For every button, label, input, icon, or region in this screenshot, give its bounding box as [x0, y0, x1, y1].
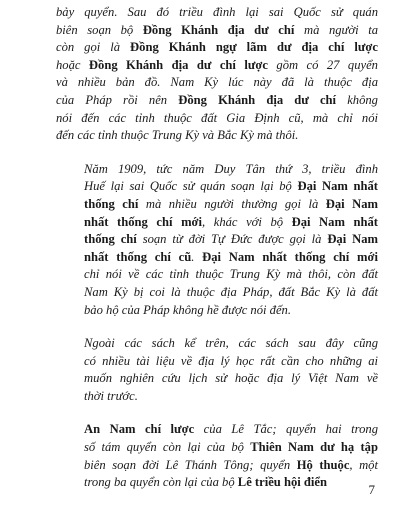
- bold-title-text: Đại Nam nhất thống chí mới: [202, 249, 379, 264]
- text-run: có nhiều tài liệu về địa lý học rất cần cho những ai: [84, 353, 378, 368]
- paragraph: [56, 161, 378, 319]
- text-run: trong ba quyển còn lại của bộ: [84, 475, 238, 490]
- text-line: [56, 4, 378, 22]
- text-line: [56, 231, 378, 249]
- bold-title-text: Lê triều hội điển: [237, 475, 328, 490]
- text-run: không: [336, 92, 378, 107]
- text-run: Nam Kỳ bị coi là thuộc địa Pháp, đất Bắc Kỳ là đất: [84, 284, 378, 299]
- bold-title-text: nhất thống chí cũ: [84, 249, 192, 264]
- text-line: [56, 57, 378, 75]
- text-run: , khác với bộ: [202, 214, 292, 229]
- text-run: Năm 1909, tức năm Duy Tân thứ 3, triều đình: [84, 161, 378, 176]
- text-line: [56, 421, 378, 439]
- text-run: và nhiều bản đồ. Nam Kỳ lúc này đã là thuộc địa: [56, 75, 378, 90]
- text-line: [56, 266, 378, 284]
- text-line: [56, 284, 378, 302]
- text-line: [56, 22, 378, 40]
- text-line: [56, 249, 378, 267]
- text-line: [56, 178, 378, 196]
- bold-title-text: Đồng Khánh địa dư chí lược: [88, 57, 268, 72]
- text-line: [56, 92, 378, 110]
- text-run: hoặc: [56, 57, 89, 72]
- page-number: 7: [368, 482, 375, 497]
- bold-title-text: Đồng Khánh ngự lãm dư địa chí lược: [130, 40, 378, 55]
- text-line: [56, 335, 378, 353]
- text-run: gồm có 27 quyển: [267, 57, 378, 72]
- bold-title-text: thống chí: [84, 196, 139, 211]
- paragraph: [56, 421, 378, 491]
- text-line: [56, 439, 378, 457]
- text-line: [56, 214, 378, 232]
- text-line: [56, 370, 378, 388]
- text-run: biên soạn đời Lê Thánh Tông; quyển: [84, 457, 297, 472]
- text-run: của Pháp rồi nên: [56, 92, 179, 107]
- text-run: muốn nghiên cứu lịch sử hoặc địa lý Việt Nam về: [84, 371, 378, 386]
- text-line: [56, 353, 378, 371]
- paragraph: [56, 4, 378, 145]
- text-run: còn gọi là: [56, 40, 131, 55]
- text-line: [56, 388, 378, 406]
- bold-title-text: Thiên Nam dư hạ tập: [250, 440, 378, 455]
- text-run: mà người ta: [294, 22, 378, 37]
- text-run: soạn từ đời Tự Đức được gọi là: [136, 232, 328, 247]
- text-run: nói đến các tỉnh thuộc đất Gia Định cũ, mà chỉ nói: [56, 110, 378, 125]
- bold-title-text: nhất thống chí mới: [84, 214, 203, 229]
- bold-title-text: Đồng Khánh địa dư chí: [142, 22, 295, 37]
- bold-title-text: Đại Nam nhất: [291, 214, 379, 229]
- bold-title-text: Đại Nam: [327, 232, 378, 247]
- text-run: Ngoài các sách kể trên, các sách sau đây cũng: [84, 336, 378, 351]
- text-run: mà nhiều người thường gọi là: [138, 196, 326, 211]
- text-line: [56, 161, 378, 179]
- text-line: [56, 127, 378, 145]
- text-run: đến các tỉnh thuộc Trung Kỳ và Bắc Kỳ mà thôi.: [56, 128, 299, 143]
- body-text: [56, 4, 378, 492]
- text-line: [56, 196, 378, 214]
- text-line: [56, 74, 378, 92]
- text-line: [56, 474, 378, 492]
- text-run: bảy quyển. Sau đó triều đình lại sai Quốc sử quán: [56, 5, 378, 19]
- bold-title-text: Đồng Khánh địa dư chí: [178, 92, 337, 107]
- text-run: chỉ nói về các tỉnh thuộc Trung Kỳ mà thôi, còn đất: [84, 267, 378, 282]
- text-run: .: [191, 249, 203, 264]
- text-line: [56, 110, 378, 128]
- text-run: biên soạn bộ: [56, 22, 143, 37]
- text-run: bảo hộ của Pháp không hề được nói đến.: [84, 302, 292, 317]
- bold-title-text: Đại Nam nhất: [297, 179, 378, 194]
- text-line: [56, 302, 378, 320]
- text-run: , một: [349, 457, 378, 472]
- text-run: số tám quyển còn lại của bộ: [84, 440, 251, 455]
- text-run: thời trước.: [84, 388, 138, 403]
- text-line: [56, 39, 378, 57]
- bold-title-text: An Nam chí lược: [84, 422, 195, 437]
- text-run: của Lê Tắc; quyển hai trong: [194, 422, 378, 437]
- text-line: [56, 457, 378, 475]
- paragraph: [56, 335, 378, 405]
- bold-title-text: thống chí: [84, 232, 137, 247]
- bold-title-text: Hộ thuộc: [296, 457, 350, 472]
- text-run: Huế lại sai Quốc sử quán soạn lại bộ: [84, 179, 298, 194]
- bold-title-text: Đại Nam: [325, 196, 378, 211]
